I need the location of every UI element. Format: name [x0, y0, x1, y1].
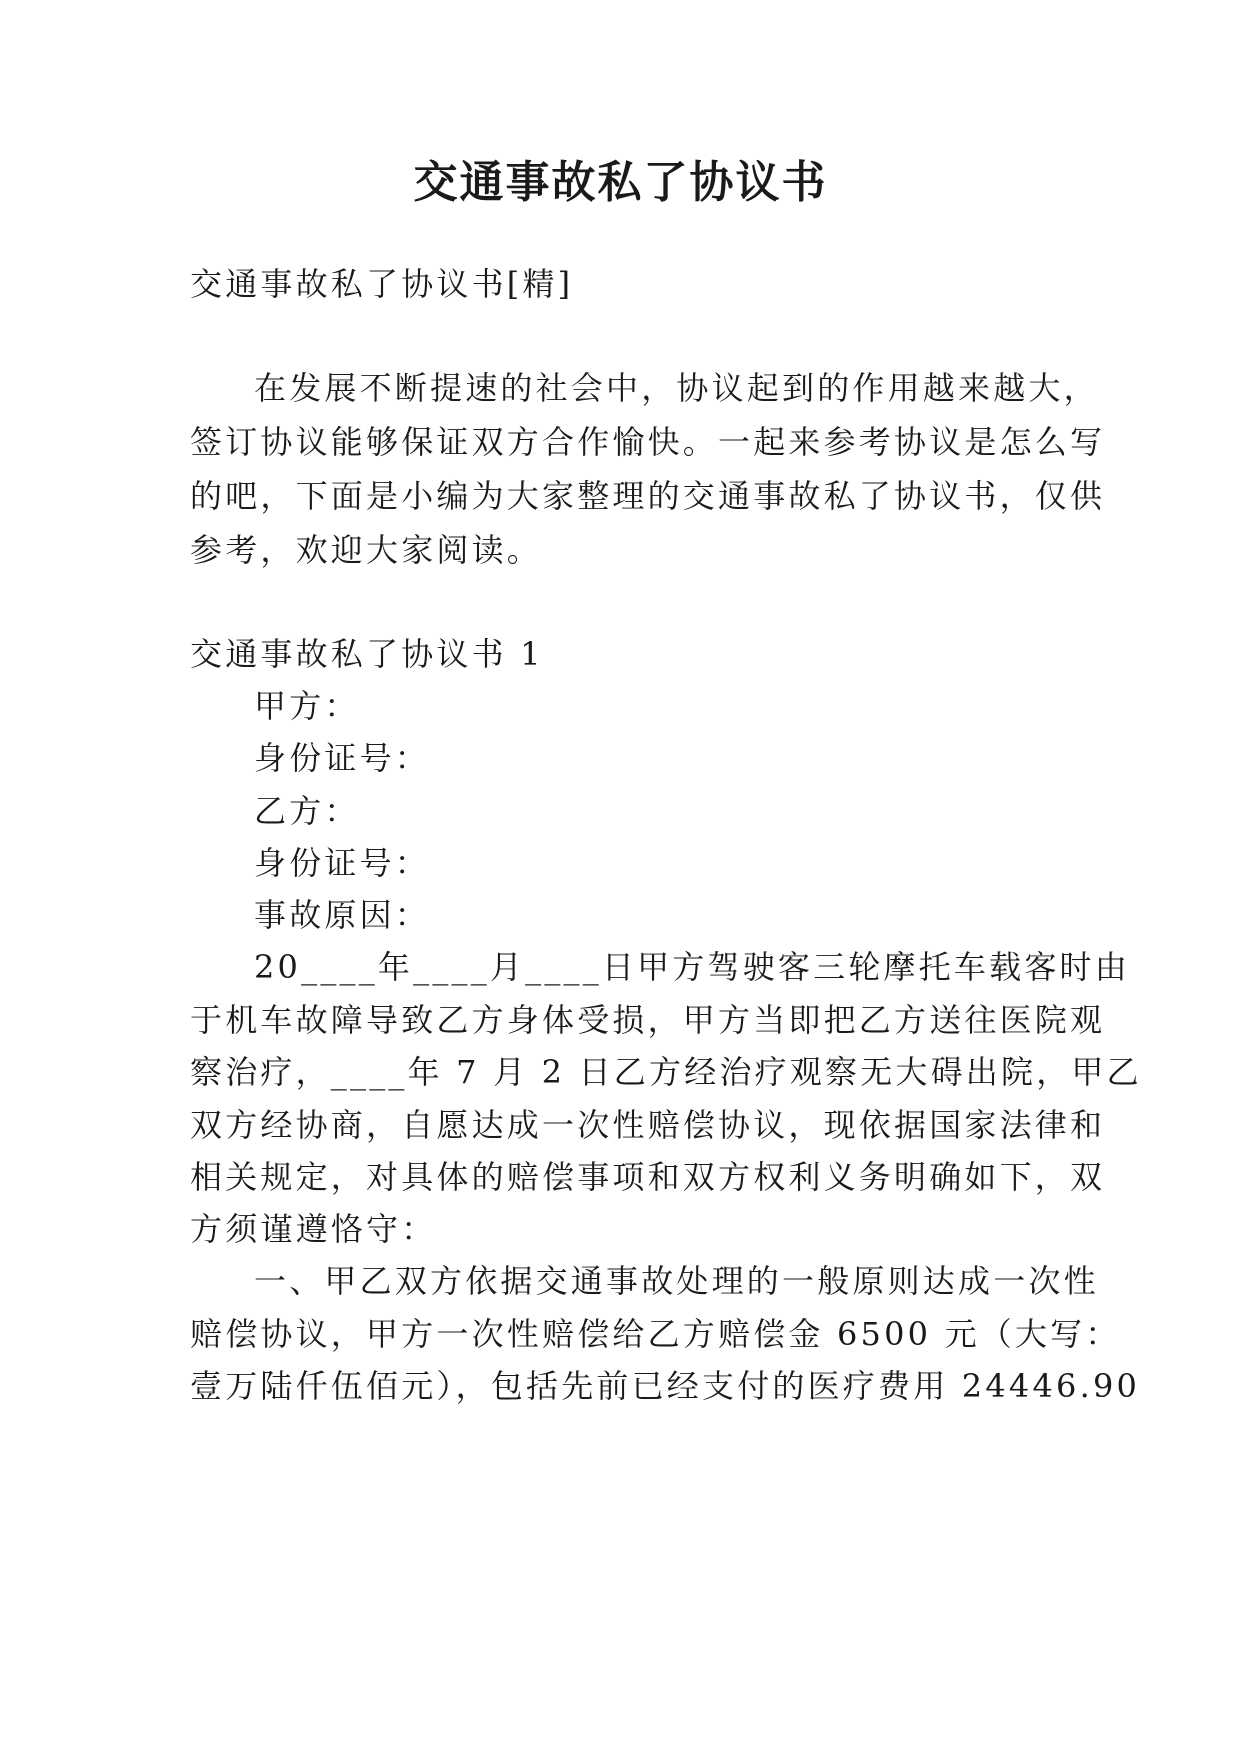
body-line: 察治疗，____年 7 月 2 日乙方经治疗观察无大碍出院，甲乙 — [190, 1053, 1142, 1091]
clause-line: 一、甲乙双方依据交通事故处理的一般原则达成一次性 — [254, 1262, 1099, 1300]
party-b-id-label: 身份证号： — [254, 844, 431, 882]
clause-line: 壹万陆仟伍佰元），包括先前已经支付的医疗费用 24446.90 — [190, 1367, 1141, 1405]
clause-line: 赔偿协议，甲方一次性赔偿给乙方赔偿金 6500 元（大写： — [190, 1315, 1121, 1353]
party-a-label: 甲方： — [254, 687, 360, 725]
document-title: 交通事故私了协议书 — [413, 157, 828, 208]
intro-line: 在发展不断提速的社会中，协议起到的作用越来越大， — [254, 369, 1099, 407]
body-line: 于机车故障导致乙方身体受损，甲方当即把乙方送往医院观 — [190, 1001, 1106, 1039]
section-heading: 交通事故私了协议书 1 — [190, 635, 544, 673]
party-a-id-label: 身份证号： — [254, 739, 431, 777]
body-line: 方须谨遵恪守： — [190, 1210, 437, 1248]
intro-line: 签订协议能够保证双方合作愉快。一起来参考协议是怎么写 — [190, 423, 1106, 461]
body-line: 相关规定，对具体的赔偿事项和双方权利义务明确如下，双 — [190, 1158, 1106, 1196]
body-line: 20____年____月____日甲方驾驶客三轮摩托车载客时由 — [254, 948, 1130, 986]
intro-line: 的吧，下面是小编为大家整理的交通事故私了协议书，仅供 — [190, 477, 1106, 515]
intro-line: 参考，欢迎大家阅读。 — [190, 531, 543, 569]
document-subtitle: 交通事故私了协议书[精] — [190, 265, 574, 303]
party-b-label: 乙方： — [254, 792, 360, 830]
body-line: 双方经协商，自愿达成一次性赔偿协议，现依据国家法律和 — [190, 1106, 1106, 1144]
accident-cause-label: 事故原因： — [254, 896, 431, 934]
